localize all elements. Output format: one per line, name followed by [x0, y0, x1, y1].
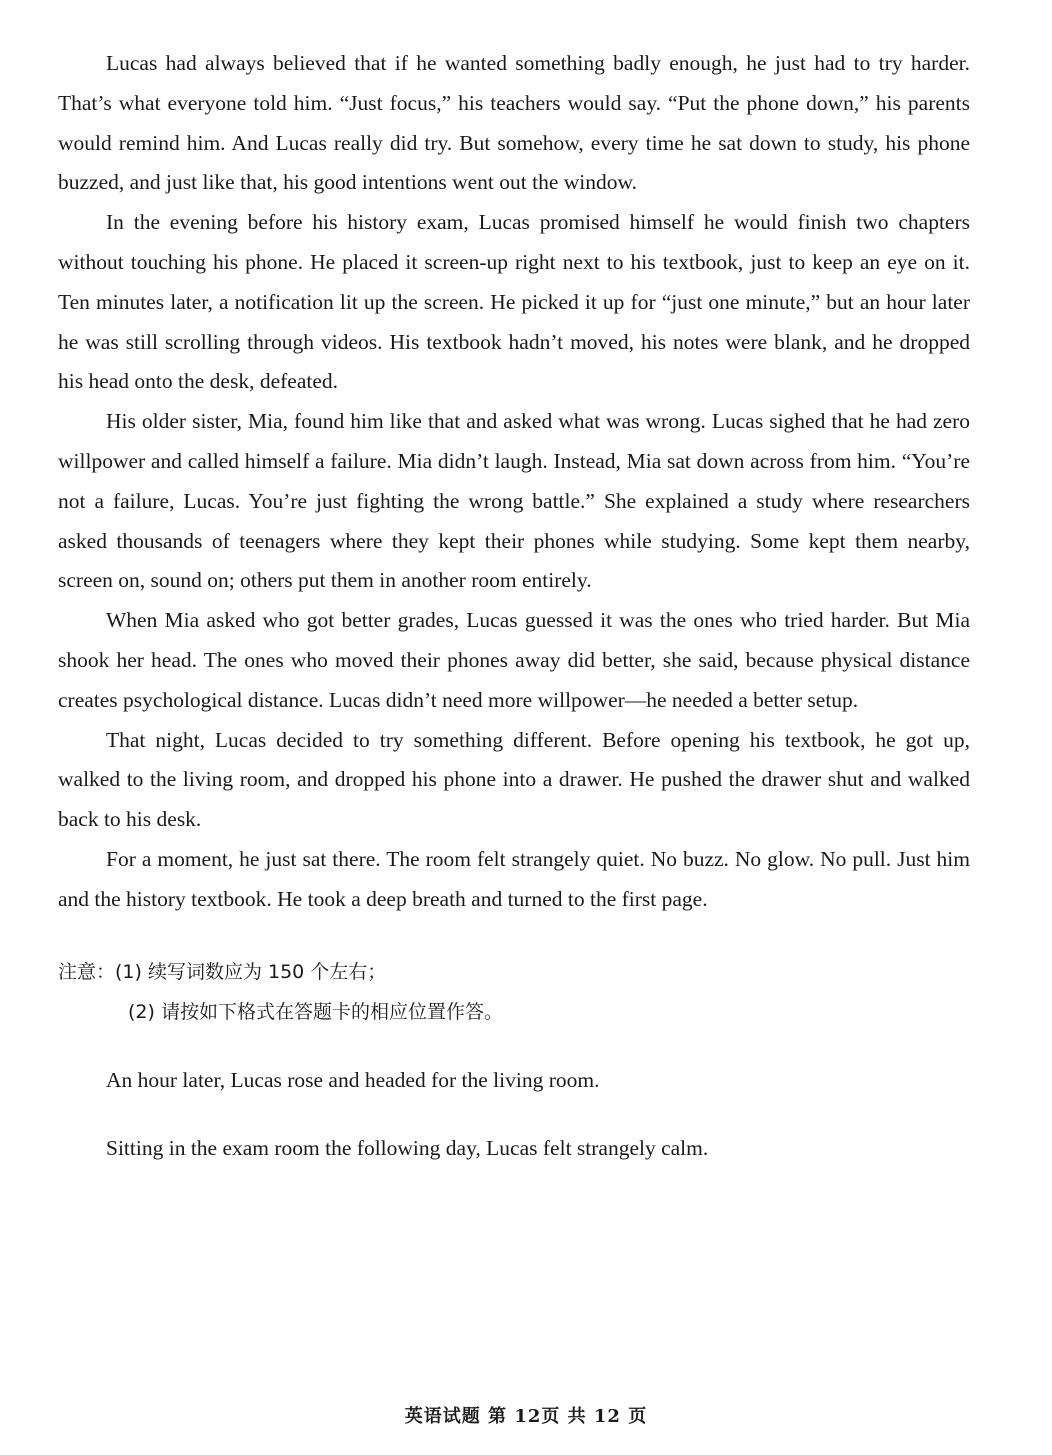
instructions-note [58, 952, 970, 1032]
instruction-answer-format: (2) 请按如下格式在答题卡的相应位置作答。 [128, 1000, 503, 1023]
story-paragraph-5: That night, Lucas decided to try something different. Before opening his textbook, he got up, walked to the living room, and dropped his phone into a drawer. He pushed the drawer shut and walked back to his desk. [58, 727, 970, 832]
continuation-prompt-2: Sitting in the exam room the following day, Lucas felt strangely calm. [106, 1135, 709, 1160]
exam-page [58, 44, 970, 1168]
story-paragraph-2: In the evening before his history exam, Lucas promised himself he would finish two chapters without touching his phone. He placed it screen-up right next to his textbook, just to keep an eye on it. Ten minutes later, a notification lit up the screen. He picked it up for “just one minute,” but an hour later he was still scrolling through videos. His textbook hadn’t moved, his notes were blank, and he dropped his head onto the desk, defeated. [58, 210, 970, 394]
story-paragraph-4: When Mia asked who got better grades, Lucas guessed it was the ones who tried harder. But Mia shook her head. The ones who moved their phones away did better, she said, because physical distance creates psychological distance. Lucas didn’t need more willpower—he needed a better setup. [58, 608, 970, 712]
page-footer: 英语试题 第 12页 共 12 页 [404, 1406, 648, 1427]
instruction-word-count: 注意：(1) 续写词数应为 150 个左右； [58, 960, 387, 983]
story-paragraph-6: For a moment, he just sat there. The room felt strangely quiet. No buzz. No glow. No pull. Just him and the history textbook. He took a deep breath and turned to the first page. [58, 846, 970, 911]
story-text [58, 44, 970, 920]
continuation-prompt-1: An hour later, Lucas rose and headed for the living room. [106, 1067, 600, 1092]
story-paragraph-3: His older sister, Mia, found him like that and asked what was wrong. Lucas sighed that he had zero willpower and called himself a failure. Mia didn’t laugh. Instead, Mia sat down across from him. “You’re not a failure, Lucas. You’re just fighting the wrong battle.” She explained a study where researchers asked thousands of teenagers where they kept their phones while studying. Some kept them nearby, screen on, sound on; others put them in another room entirely. [58, 409, 970, 593]
story-paragraph-1: Lucas had always believed that if he wanted something badly enough, he just had to try harder. That’s what everyone told him. “Just focus,” his teachers would say. “Put the phone down,” his parents would remind him. And Lucas really did try. But somehow, every time he sat down to study, his phone buzzed, and just like that, his good intentions went out the window. [58, 51, 970, 195]
